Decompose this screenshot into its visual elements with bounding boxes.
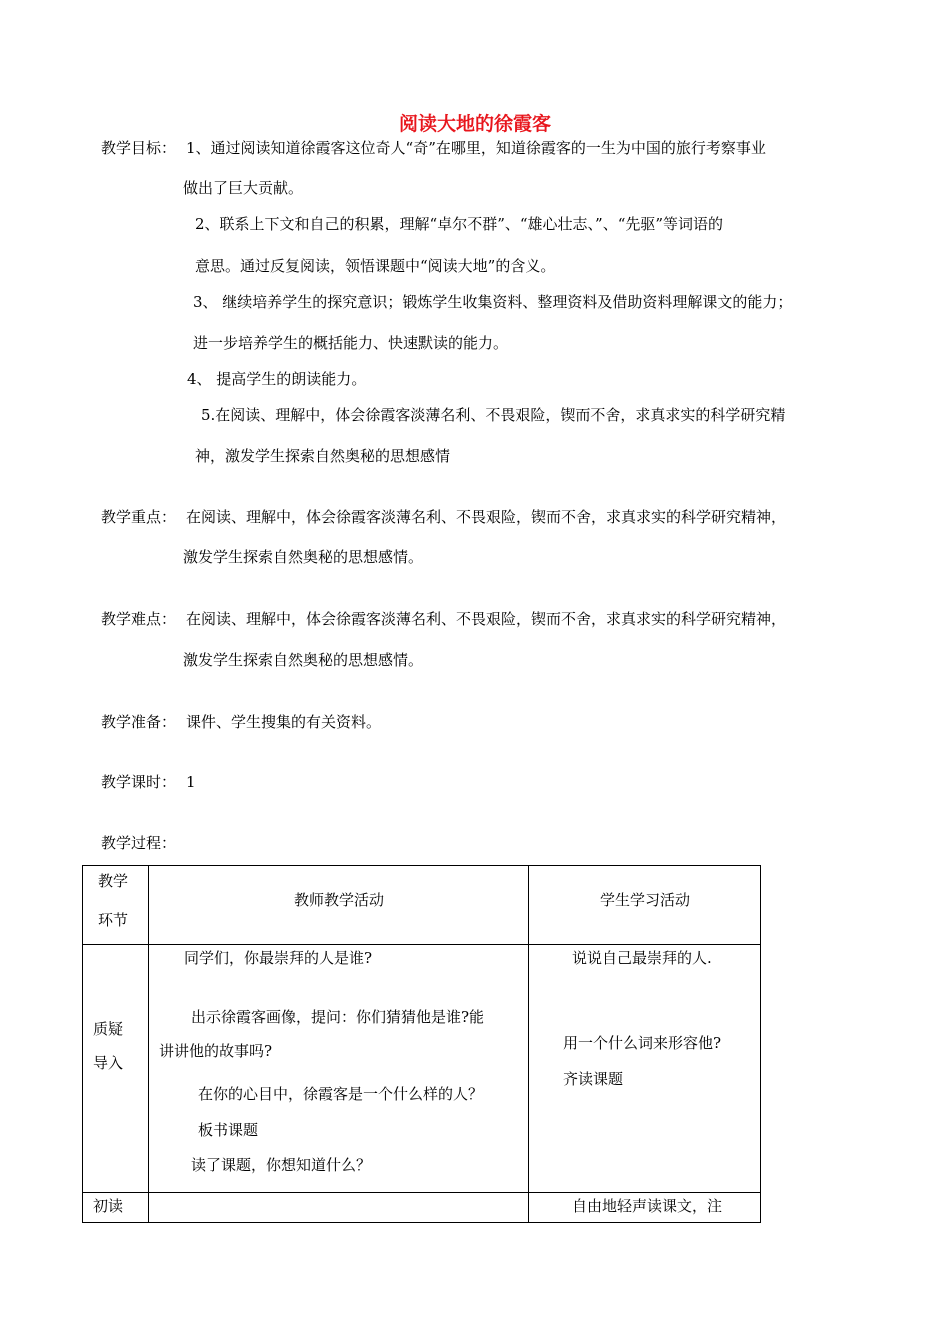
key-points-line-1: 在阅读、理解中，体会徐霞客淡薄名利、不畏艰险，锲而不舍，求真求实的科学研究精神， <box>186 508 787 526</box>
table-header-row <box>83 866 761 945</box>
student-activity-cell <box>529 945 761 1193</box>
student-activity-line: 说说自己最崇拜的人. <box>572 949 712 967</box>
stage-cell <box>83 1193 149 1223</box>
header-stage-line-1: 教学 <box>98 872 129 890</box>
key-points-line-2: 激发学生探索自然奥秘的思想感情。 <box>183 548 424 566</box>
goal-3-line-2: 进一步培养学生的概括能力、快速默读的能力。 <box>193 334 509 352</box>
goal-2-line-1: 2、联系上下文和自己的积累，理解“卓尔不群”、“雄心壮志、”、“先驱”等词语的 <box>195 215 724 233</box>
student-activity-line: 用一个什么词来形容他? <box>563 1034 722 1052</box>
student-activity-line: 齐读课题 <box>563 1070 624 1088</box>
stage-line-2: 导入 <box>93 1054 124 1072</box>
preparation-text: 课件、学生搜集的有关资料。 <box>186 713 382 731</box>
goals-label: 教学目标： <box>101 139 177 157</box>
teacher-activity-line: 读了课题，你想知道什么？ <box>191 1156 372 1174</box>
teacher-activity-line: 板书课题 <box>198 1121 259 1139</box>
header-stage-line-2: 环节 <box>98 911 129 929</box>
stage-line-1: 初读 <box>93 1197 124 1215</box>
difficulties-line-1: 在阅读、理解中，体会徐霞客淡薄名利、不畏艰险，锲而不舍，求真求实的科学研究精神， <box>186 610 787 628</box>
table-row <box>83 945 761 1193</box>
document-title: 阅读大地的徐霞客 <box>398 113 551 135</box>
goal-2-line-2: 意思。通过反复阅读，领悟课题中“阅读大地”的含义。 <box>195 257 556 275</box>
header-teacher: 教师教学活动 <box>293 891 384 909</box>
difficulties-line-2: 激发学生探索自然奥秘的思想感情。 <box>183 651 424 669</box>
header-student-cell <box>529 866 761 945</box>
process-label: 教学过程： <box>101 834 177 852</box>
hours-text: 1 <box>186 773 196 791</box>
teacher-activity-cell <box>149 945 529 1193</box>
student-activity-cell <box>529 1193 761 1223</box>
teacher-activity-line: 在你的心目中，徐霞客是一个什么样的人？ <box>198 1085 484 1103</box>
preparation-label: 教学准备： <box>101 713 177 731</box>
goal-1-line-1: 1、通过阅读知道徐霞客这位奇人“奇”在哪里，知道徐霞客的一生为中国的旅行考察事业 <box>186 139 766 157</box>
goal-3-line-1: 3、 继续培养学生的探究意识；锻炼学生收集资料、整理资料及借助资料理解课文的能力； <box>193 293 793 311</box>
header-student: 学生学习活动 <box>599 891 690 909</box>
table-row <box>83 1193 761 1223</box>
goal-4: 4、 提高学生的朗读能力。 <box>187 370 367 388</box>
teacher-activity-line: 出示徐霞客画像，提问：你们猜猜他是谁?能 <box>191 1008 485 1026</box>
header-teacher-cell <box>149 866 529 945</box>
hours-label: 教学课时： <box>101 773 177 791</box>
stage-line-1: 质疑 <box>93 1020 124 1038</box>
teacher-activity-cell <box>149 1193 529 1223</box>
goal-1-line-2: 做出了巨大贡献。 <box>183 179 304 197</box>
goal-5-line-1: 5.在阅读、理解中，体会徐霞客淡薄名利、不畏艰险，锲而不舍，求真求实的科学研究精 <box>201 406 786 424</box>
difficulties-label: 教学难点： <box>101 610 177 628</box>
header-stage-cell <box>83 866 149 945</box>
teacher-activity-line: 同学们，你最崇拜的人是谁? <box>184 949 373 967</box>
key-points-label: 教学重点： <box>101 508 177 526</box>
student-activity-line: 自由地轻声读课文，注 <box>572 1197 723 1215</box>
process-table <box>82 865 761 1223</box>
goal-5-line-2: 神，激发学生探索自然奥秘的思想感情 <box>195 447 451 465</box>
teacher-activity-line: 讲讲他的故事吗? <box>159 1042 273 1060</box>
stage-cell <box>83 945 149 1193</box>
